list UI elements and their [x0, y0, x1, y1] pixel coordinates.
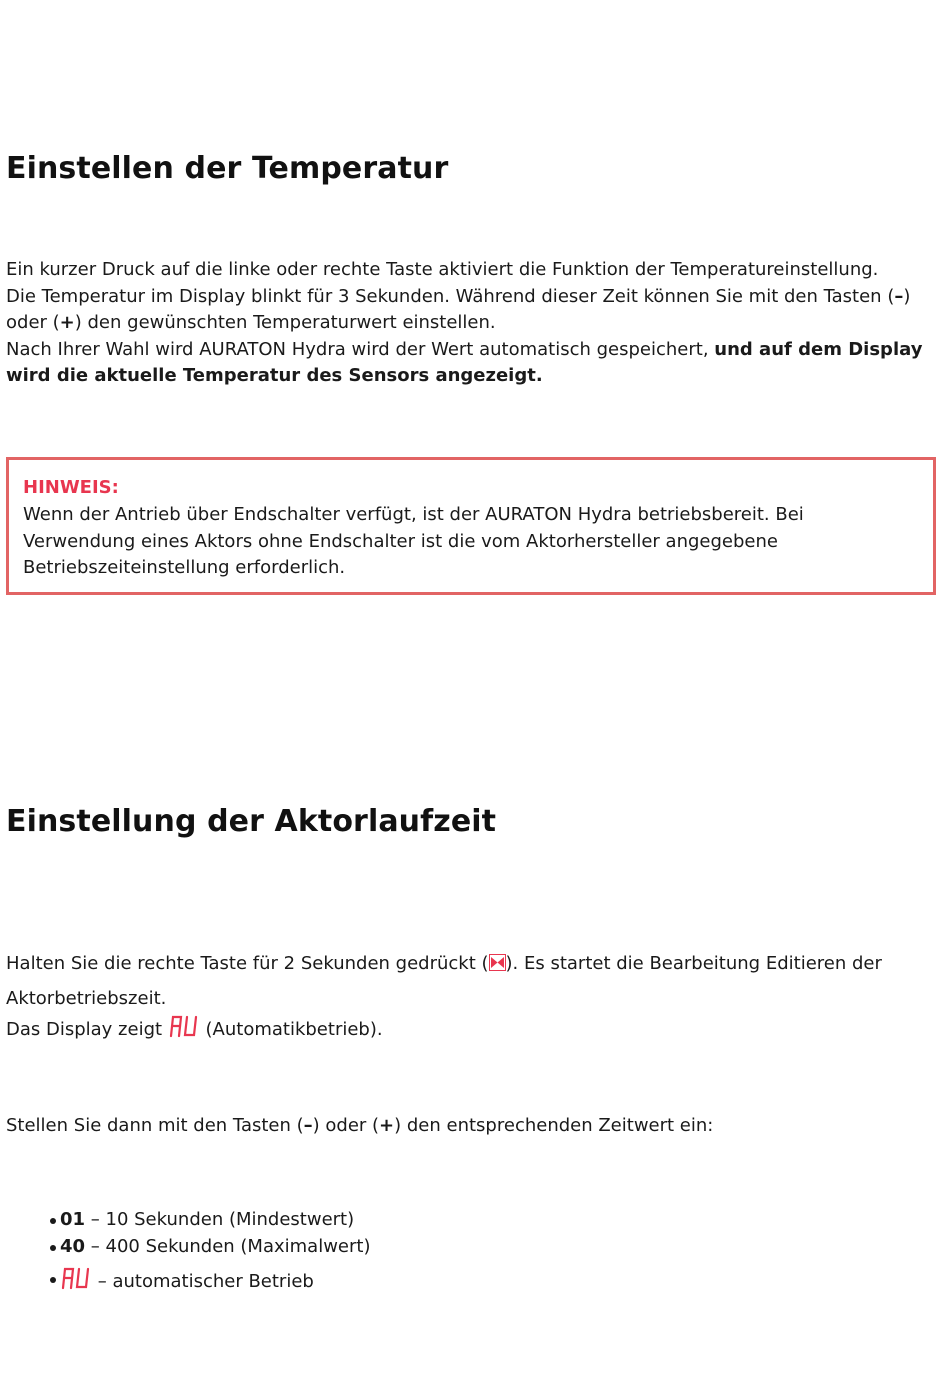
text-set-b: ) oder ( [312, 1115, 380, 1136]
paragraph-hold-key [6, 946, 936, 1016]
text-p2c: ) den gewünschten Temperaturwert einstellen. [74, 312, 496, 333]
text-set-a: Stellen Sie dann mit den Tasten ( [6, 1115, 304, 1136]
display-au-icon [60, 1266, 92, 1290]
list-item-text: – 400 Sekunden (Maximalwert) [85, 1235, 371, 1257]
time-values-list [6, 1207, 906, 1296]
minus-key-label: – [894, 285, 904, 307]
list-item-text: – automatischer Betrieb [92, 1271, 314, 1292]
display-au-icon [168, 1014, 200, 1038]
text-p1: Ein kurzer Druck auf die linke oder rechte Taste aktiviert die Funktion der Temperatureinstellung. [6, 259, 879, 280]
list-item [6, 1266, 906, 1296]
text-display-a: Das Display zeigt [6, 1019, 168, 1040]
text-p3a: Nach Ihrer Wahl wird AURATON Hydra wird der Wert automatisch gespeichert, [6, 338, 715, 360]
text-p2a: Die Temperatur im Display blinkt für 3 Sekunden. Während dieser Zeit können Sie mit den Tasten ( [6, 285, 895, 307]
note-text: Wenn der Antrieb über Endschalter verfügt, ist der AURATON Hydra betriebsbereit. Bei Verwendung eines Aktors ohne Endschalter ist die vom Aktorhersteller angegebene Betriebszeiteinstellung erforderlich. [23, 504, 804, 578]
plus-key-label-2: + [379, 1115, 395, 1136]
text-p3-bold: und auf dem Display wird die aktuelle Temperatur des Sensors angezeigt. [6, 338, 923, 386]
paragraph-set-time [6, 1113, 936, 1140]
text-set-c: ) den entsprechenden Zeitwert ein: [394, 1115, 714, 1136]
list-item-text: – 10 Sekunden (Mindestwert) [85, 1209, 355, 1230]
text-display-b: (Automatikbetrieb). [199, 1019, 383, 1040]
heading-temperature: Einstellen der Temperatur [6, 151, 449, 186]
list-item [6, 1234, 906, 1261]
heading-actuator-runtime: Einstellung der Aktorlaufzeit [6, 804, 497, 839]
right-key-icon [489, 954, 506, 971]
text-p2b: ) oder ( [6, 285, 911, 333]
list-item-value: 40 [60, 1235, 86, 1257]
list-item [6, 1207, 906, 1234]
list-item-value: 01 [60, 1209, 86, 1230]
note-box [6, 457, 936, 595]
paragraph-display-shows [6, 1014, 936, 1044]
text-hold-b: ). Es startet die Bearbeitung Editieren der [505, 953, 882, 974]
text-hold-a: Halten Sie die rechte Taste für 2 Sekunden gedrückt ( [6, 953, 489, 974]
plus-key-label: + [59, 312, 75, 333]
paragraph-temperature [6, 257, 936, 390]
text-hold-c: Aktorbetriebszeit. [6, 988, 167, 1009]
minus-key-label-2: – [303, 1115, 313, 1136]
note-title: HINWEIS: [23, 477, 119, 498]
